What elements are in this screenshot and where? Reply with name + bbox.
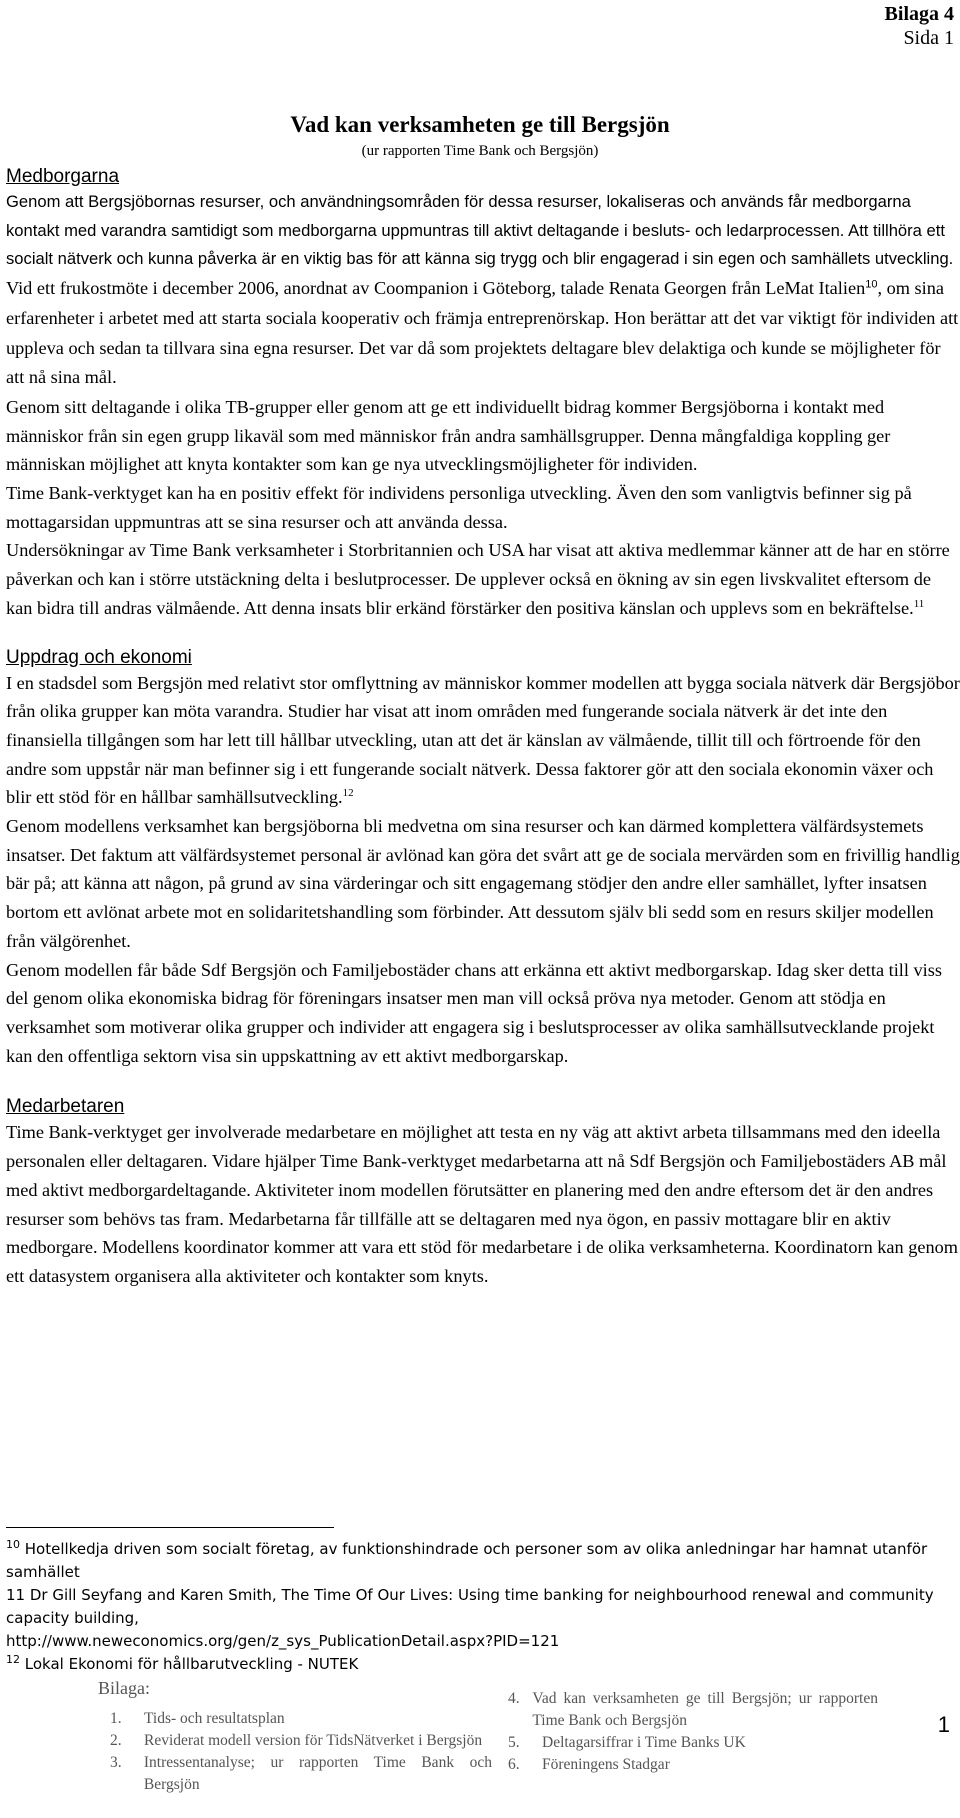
- page-header: [885, 2, 954, 50]
- paragraph: Time Bank-verktyget kan ha en positiv effekt för individens personliga utveckling. Även den som vanligtvis befinner sig på mottagarsidan uppmuntras att se sina resurser och att använda dessa.: [6, 483, 912, 532]
- footnote-12: $^{12}$ Lokal Ekonomi för hållbarutveckling - NUTEK: [6, 1653, 359, 1673]
- footnote-ref-10[interactable]: 10: [865, 278, 878, 291]
- document-subtitle: (ur rapporten Time Bank och Bergsjön): [361, 143, 599, 159]
- footnote-11-link[interactable]: http://www.neweconomics.org/gen/z_sys_PublicationDetail.aspx?PID=121: [6, 1632, 560, 1650]
- paragraph: I en stadsdel som Bergsjön med relativt stor omflyttning av människor kommer modellen att bygga sociala nätverk där Bergsjöbor från olika grupper kan möta varandra. Studier har visat att inom områden med fungerande sociala nätverk är det inte den finansiella tillgången som har lett till hållbar utveckling, utan att det är känslan av välmående, tillit till och förtroende för den andre som uppstår när man befinner sig i ett fungerande socialt nätverk. Dessa faktorer gör att den sociala ekonomin växer och blir ett stöd för en hållbar samhällsutveckling.$^{12}$: [6, 672, 960, 808]
- paragraph: Time Bank-verktyget ger involverade medarbetare en möjlighet att testa en ny väg att aktivt arbeta tillsammans med den ideella personalen eller deltagaren. Vidare hjälper Time Bank-verktyget medarbetarna att nå Sdf Bergsjön och Familjebostäders AB mål med aktivt medborgardeltagande. Aktiviteter inom modellen förutsätter en planering med den andre eftersom det är den andres resurser som behövs tas fram. Medarbetarna får tillfälle att se deltagaren med nya ögon, en passiv mottagare blir en aktiv medborgare. Modellens koordinator kommer att vara ett stöd för medarbetare i de olika verksamheterna. Koordinatorn kan genom ett datasystem organisera alla aktiviteter och kontakter som knyts.: [6, 1122, 958, 1286]
- list-item: 2. Reviderat modell version för TidsNätverket i Bergsjön: [110, 1732, 483, 1749]
- paragraph: Genom modellens verksamhet kan bergsjöborna bli medvetna om sina resurser och kan därmed komplettera välfärdsystemets insatser. Det faktum att välfärdsystemet personal är avlönad kan göra det svårt att ge de sociala mervärden som en frivillig handlig bär på; att känna att någon, på grund av sina värderingar och sitt engagemang stödjer den andre eller samhället, lyfter insatsen bortom ett avlönat arbete mot en solidaritetshandling som förbinder. Att dessutom själv bli sedd som en resurs skiljer modellen från välgörenhet.: [6, 816, 960, 951]
- page-number: 1: [937, 1712, 950, 1737]
- document-body: [6, 166, 960, 1291]
- list-item: 3. Intressentanalyse; ur rapporten Time Bank och Bergsjön: [110, 1754, 492, 1793]
- header-sida: Sida 1: [903, 27, 954, 49]
- paragraph: Genom att Bergsjöbornas resurser, och användningsområden för dessa resurser, lokaliseras och används får medborgarna kontakt med varandra samtidigt som medborgarna uppmuntras till aktivt deltagande i besluts- och ledarprocessen. Att tillhöra ett socialt nätverk och kunna påverka är en viktig bas för att känna sig trygg och blir engagerad i sin egen och samhällets utveckling. Vid ett frukostmöte i december 2006, anordnat av Coompanion i Göteborg, talade Renata Georgen från LeMat Italien$^{10}$, om sina erfarenheter i arbetet med att starta sociala kooperativ och främja entreprenörskap. Hon berättar att det var viktigt för individen att uppleva och sedan ta tillvara sina egna resurser. Det var då som projektets deltagare blev delaktiga och kunde se möjligheter för att nå sina mål.: [6, 192, 959, 388]
- attachments-left: [110, 1708, 492, 1796]
- heading-medarbetaren: Medarbetaren: [6, 1096, 125, 1118]
- footnotes: [6, 1538, 956, 1676]
- footnote-11: 11 Dr Gill Seyfang and Karen Smith, The Time Of Our Lives: Using time banking for neighbourhood renewal and community capacity building, http://www.neweconomics.org/gen/z_sys_PublicationDetail.aspx?PID=121: [6, 1586, 934, 1650]
- header-bilaga: Bilaga 4: [884, 3, 954, 25]
- paragraph: Genom modellen får både Sdf Bergsjön och Familjebostäder chans att erkänna ett aktivt medborgarskap. Idag sker detta till viss del genom olika ekonomiska bidrag för föreningars insatser men man vill också pröva nya metoder. Genom att stödja en verksamhet som motiverar olika grupper och individer att engagera sig i beslutsprocesser av olika samhällsutvecklande projekt kan den offentliga sektorn visa sin uppskattning av ett aktivt medborgarskap.: [6, 959, 942, 1066]
- paragraph: Genom sitt deltagande i olika TB-grupper eller genom att ge ett individuellt bidrag kommer Bergsjöborna i kontakt med människor från sin egen grupp likaväl som med människor från andra samhällsgrupper. Denna mångfaldiga koppling ger människan möjlighet att knyta kontakter som kan ge nya utvecklingsmöjligheter för individen.: [6, 396, 891, 475]
- list-item: 4. Vad kan verksamheten ge till Bergsjön; ur rapporten Time Bank och Bergsjön: [508, 1690, 878, 1729]
- attachments-list: [0, 1678, 960, 1818]
- footnote-ref-11[interactable]: 11: [913, 597, 925, 610]
- list-item: 5. Deltagarsiffrar i Time Banks UK: [508, 1734, 746, 1751]
- paragraph: Undersökningar av Time Bank verksamheter i Storbritannien och USA har visat att aktiva medlemmar känner att de har en större påverkan och kan i större utstäckning delta i beslutprocesser. De upplever också en ökning av sin egen livskvalitet eftersom de kan bidra till andras välmående. Att denna insats blir erkänd förstärker den positiva känslan och upplevs som en bekräftelse.$^{11}$: [6, 540, 950, 618]
- attachments-title: Bilaga:: [98, 1678, 150, 1698]
- list-item: 6. Föreningens Stadgar: [508, 1756, 670, 1773]
- list-item: 1. Tids- och resultatsplan: [110, 1710, 285, 1727]
- footnote-10: $^{10}$ Hotellkedja driven som socialt företag, av funktionshindrade och personer som av olika anledningar har hamnat utanför samhället: [6, 1538, 928, 1581]
- heading-uppdrag: Uppdrag och ekonomi: [6, 646, 192, 668]
- document-title: Vad kan verksamheten ge till Bergsjön: [290, 112, 670, 137]
- attachments-right: [508, 1688, 878, 1776]
- footnote-separator: [6, 1527, 334, 1528]
- footnote-ref-12[interactable]: 12: [342, 787, 354, 800]
- heading-medborgarna: Medborgarna: [6, 166, 120, 187]
